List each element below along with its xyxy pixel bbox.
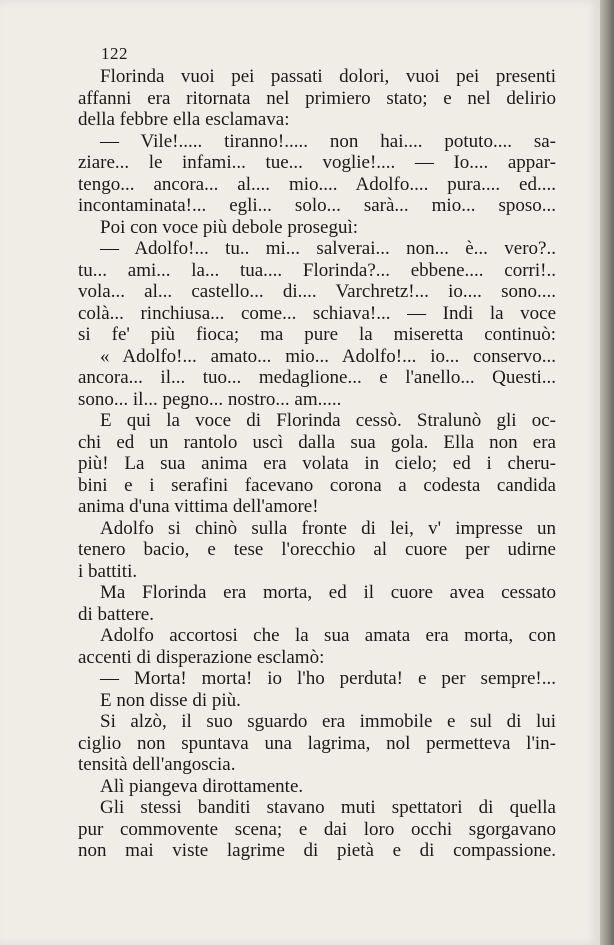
text-line: « Adolfo!... amato... mio... Adolfo!... io... conservo... xyxy=(100,345,556,367)
text-line: di battere. xyxy=(78,603,154,625)
text-line: della febbre ella esclamava: xyxy=(78,109,290,130)
text-line: si fe' più fioca; ma pure la miseretta continuò: xyxy=(78,324,556,345)
text-line: tenero bacio, e tese l'orecchio al cuore per udirne xyxy=(78,539,556,560)
body-text xyxy=(78,66,556,862)
text-line: Florinda vuoi pei passati dolori, vuoi pei presenti xyxy=(100,66,556,87)
text-line: anima d'una vittima dell'amore! xyxy=(78,496,319,517)
text-line: Poi con voce più debole proseguì: xyxy=(100,216,359,238)
text-line: accenti di disperazione esclamò: xyxy=(78,646,325,668)
text-line: E qui la voce di Florinda cessò. Stralunò gli oc- xyxy=(100,410,556,431)
text-line: più! La sua anima era volata in cielo; ed i cheru- xyxy=(78,453,556,474)
text-line: — Morta! morta! io l'ho perduta! e per sempre!... xyxy=(100,668,556,689)
text-line: incontaminata!... egli... solo... sarà... mio... sposo... xyxy=(78,195,556,216)
text-line: bini e i serafini facevano corona a codesta candida xyxy=(78,474,556,496)
text-line: ziare... le infami... tue... voglie!.... — Io.... appar- xyxy=(78,152,556,173)
text-line: tengo... ancora... al.... mio.... Adolfo.... pura.... ed.... xyxy=(78,173,556,195)
page-number: 122 xyxy=(101,44,128,63)
text-line: tu... ami... la... tua.... Florinda?... ebbene.... corri!.. xyxy=(78,259,556,281)
text-line: pur commovente scena; e dai loro occhi sgorgavano xyxy=(78,818,556,840)
text-line: chi ed un rantolo uscì dalla sua gola. Ella non era xyxy=(78,431,556,453)
text-line: ciglio non spuntava una lagrima, nol permetteva l'in- xyxy=(78,732,556,754)
text-line: non mai viste lagrime di pietà e di compassione. xyxy=(78,840,556,861)
text-line: sono... il... pegno... nostro... am..... xyxy=(78,388,342,410)
text-line: vola... al... castello... di.... Varchretz!... io.... sono.... xyxy=(78,281,556,302)
text-line: ancora... il... tuo... medaglione... e l'anello... Questi... xyxy=(78,367,556,388)
text-line: i battiti. xyxy=(78,560,138,582)
text-line: affanni era ritornata nel primiero stato; e nel delirio xyxy=(78,87,556,109)
text-line: — Adolfo!... tu.. mi... salverai... non... è... vero?.. xyxy=(100,238,556,259)
text-line: Adolfo accortosi che la sua amata era morta, con xyxy=(100,625,556,646)
text-line: Adolfo si chinò sulla fronte di lei, v' impresse un xyxy=(100,517,556,539)
text-line: E non disse di più. xyxy=(100,689,241,711)
text-line: tensità dell'angoscia. xyxy=(78,754,236,775)
text-line: — Vile!..... tiranno!..... non hai.... potuto.... sa- xyxy=(100,130,556,152)
text-line: Gli stessi banditi stavano muti spettatori di quella xyxy=(100,797,556,818)
text-line: Alì piangeva dirottamente. xyxy=(100,775,304,797)
text-line: colà... rinchiusa... come... schiava!... — Indi la voce xyxy=(78,302,556,324)
text-line: Si alzò, il suo sguardo era immobile e sul di lui xyxy=(100,711,556,732)
page-edge-shadow xyxy=(600,0,614,945)
text-line: Ma Florinda era morta, ed il cuore avea cessato xyxy=(100,582,556,603)
